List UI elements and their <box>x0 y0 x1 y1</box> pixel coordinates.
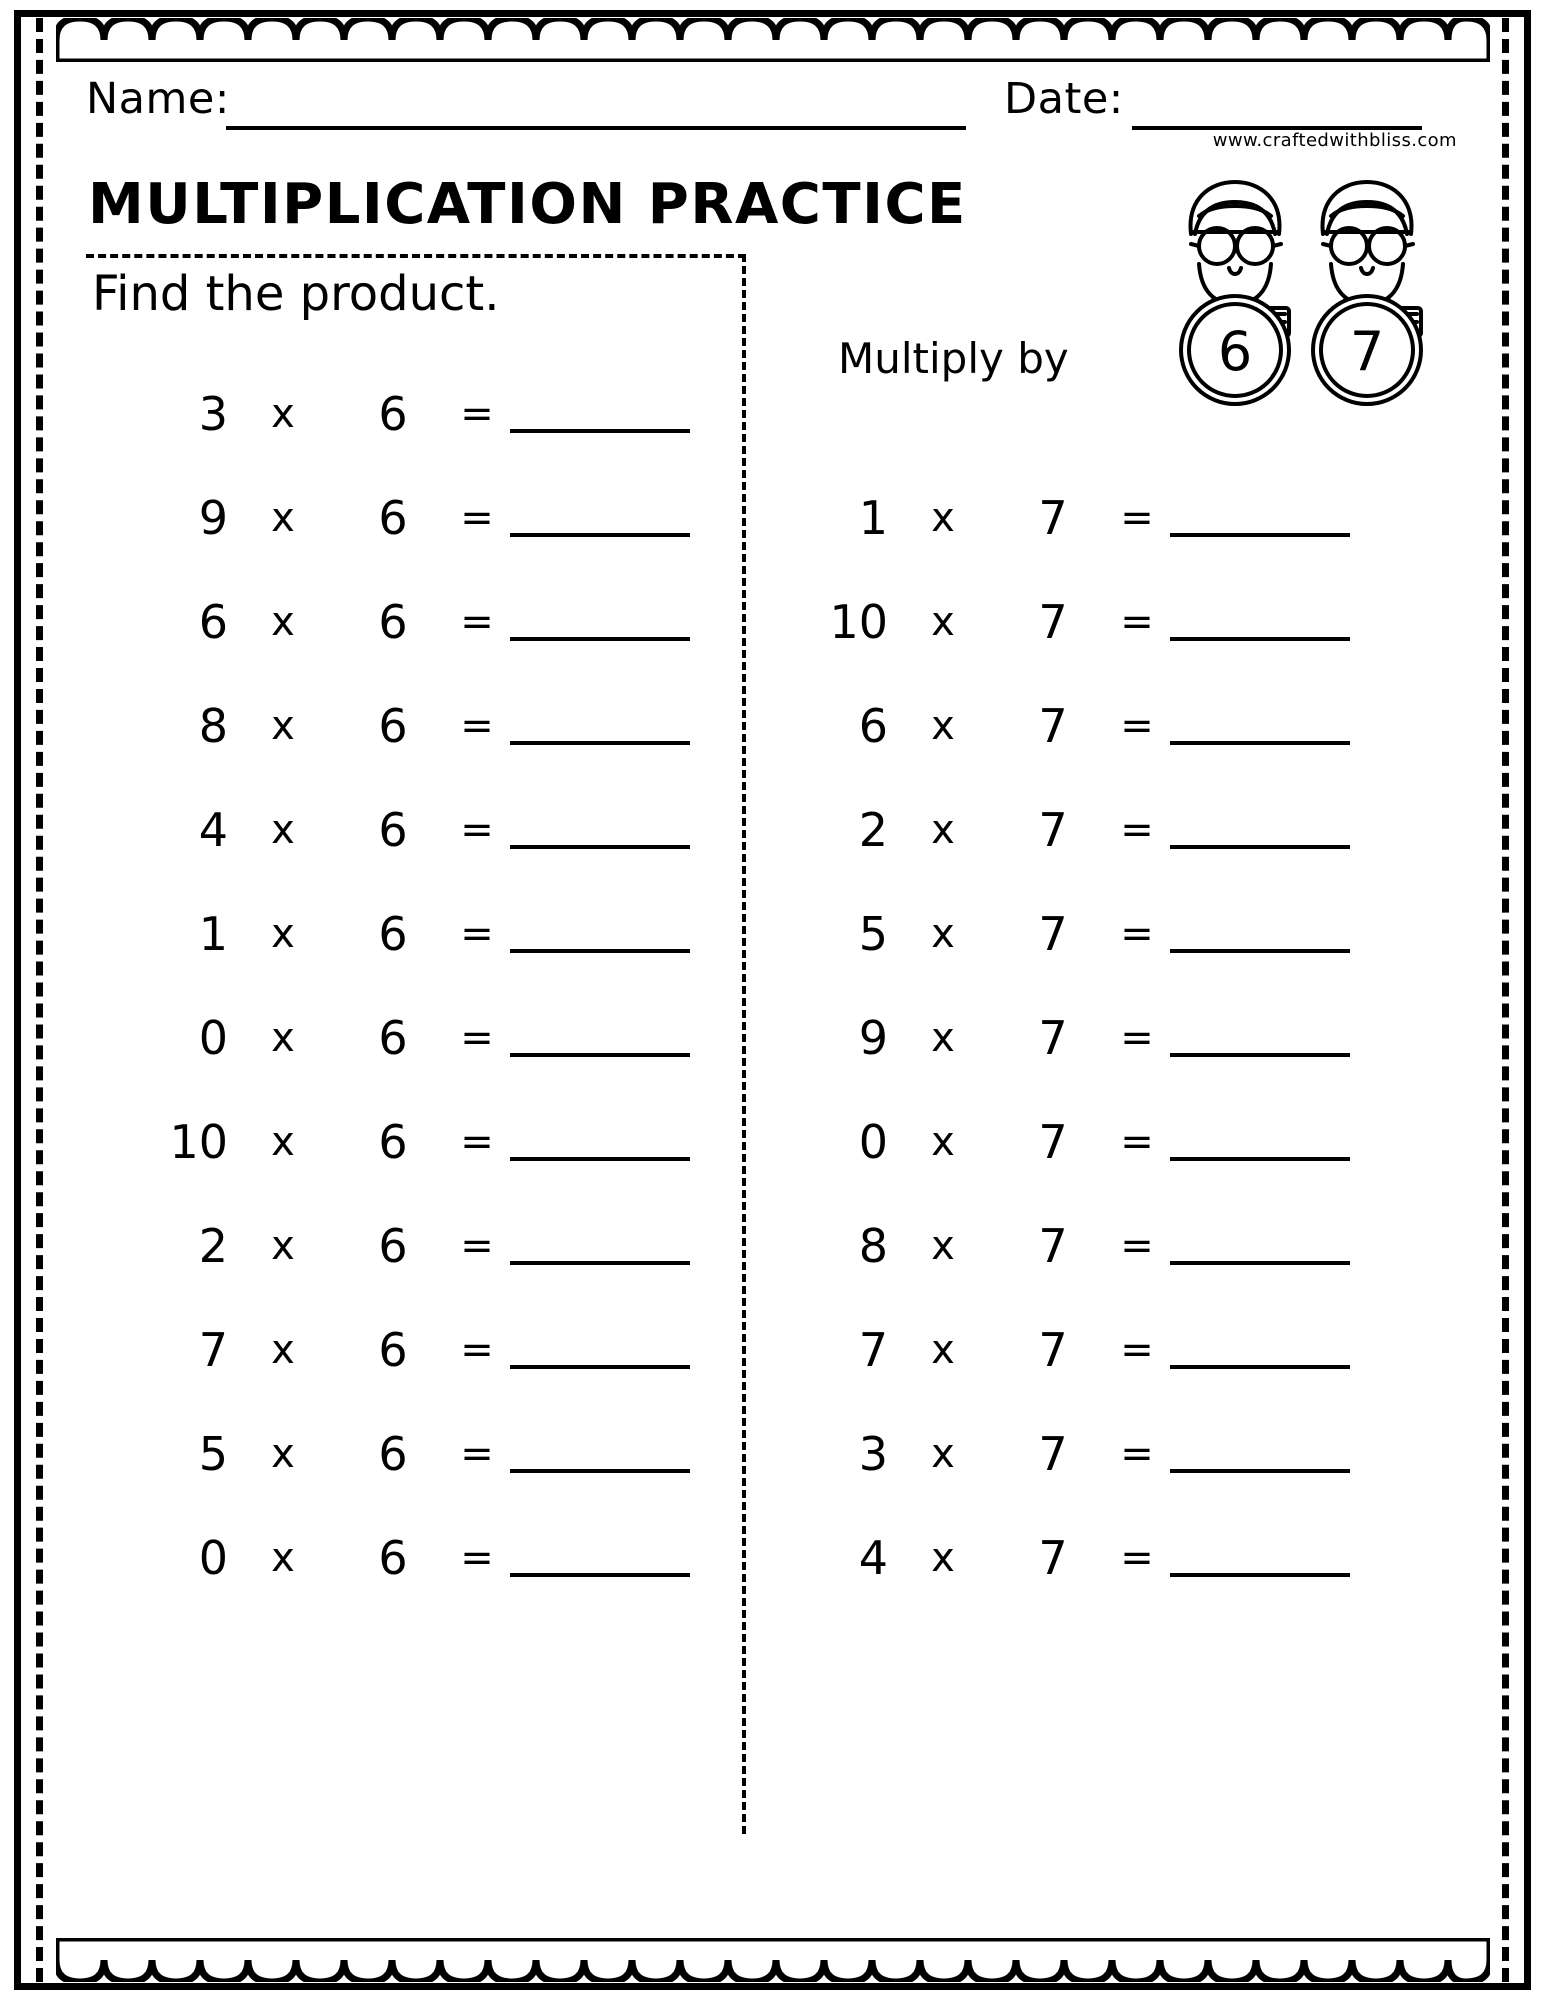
problem-row <box>776 778 1396 882</box>
problem-row <box>116 986 736 1090</box>
equals-symbol: = <box>460 1431 494 1477</box>
instruction-text: Find the product. <box>92 266 500 322</box>
equals-symbol: = <box>1120 1535 1154 1581</box>
answer-blank[interactable] <box>510 1435 690 1473</box>
factor-b: 6 <box>378 1323 408 1377</box>
decorative-dashed-line-left <box>36 18 43 1982</box>
factor-b: 6 <box>378 595 408 649</box>
answer-blank[interactable] <box>510 1539 690 1577</box>
times-symbol: x <box>271 1535 295 1581</box>
problem-row <box>776 1194 1396 1298</box>
page-title: MULTIPLICATION PRACTICE <box>88 172 967 237</box>
factor-b: 7 <box>1038 1531 1068 1585</box>
problem-row <box>116 1090 736 1194</box>
factor-a: 9 <box>198 491 228 545</box>
times-symbol: x <box>271 1119 295 1165</box>
problem-row <box>116 778 736 882</box>
scallop-border-top <box>56 18 1490 62</box>
equals-symbol: = <box>1120 1223 1154 1269</box>
times-symbol: x <box>271 495 295 541</box>
factor-a: 7 <box>198 1323 228 1377</box>
equals-symbol: = <box>1120 495 1154 541</box>
equals-symbol: = <box>460 911 494 957</box>
equals-symbol: = <box>460 1327 494 1373</box>
factor-a: 1 <box>858 491 888 545</box>
answer-blank[interactable] <box>510 1227 690 1265</box>
answer-blank[interactable] <box>1170 1019 1350 1057</box>
factor-b: 7 <box>1038 595 1068 649</box>
scallop-border-bottom <box>56 1938 1490 1982</box>
factor-b: 7 <box>1038 907 1068 961</box>
times-symbol: x <box>931 1015 955 1061</box>
times-symbol: x <box>271 599 295 645</box>
factor-b: 7 <box>1038 1011 1068 1065</box>
factor-b: 6 <box>378 907 408 961</box>
decorative-dashed-line-right <box>1502 18 1509 1982</box>
factor-b: 7 <box>1038 803 1068 857</box>
equals-symbol: = <box>1120 1015 1154 1061</box>
answer-blank[interactable] <box>1170 1539 1350 1577</box>
equals-symbol: = <box>460 1015 494 1061</box>
times-symbol: x <box>931 911 955 957</box>
times-symbol: x <box>271 703 295 749</box>
factor-a: 0 <box>198 1531 228 1585</box>
factor-a: 3 <box>858 1427 888 1481</box>
equals-symbol: = <box>1120 1327 1154 1373</box>
problem-row <box>116 1298 736 1402</box>
answer-blank[interactable] <box>510 811 690 849</box>
factor-b: 6 <box>378 1531 408 1585</box>
factor-a: 10 <box>169 1115 228 1169</box>
problem-row <box>116 674 736 778</box>
problem-row <box>776 1506 1396 1610</box>
equals-symbol: = <box>1120 911 1154 957</box>
problem-row <box>776 570 1396 674</box>
name-label: Name: <box>86 74 230 124</box>
answer-blank[interactable] <box>510 1123 690 1161</box>
factor-b: 6 <box>378 1115 408 1169</box>
times-symbol: x <box>271 911 295 957</box>
mascot-number-7: 7 <box>1349 320 1385 383</box>
times-symbol: x <box>931 703 955 749</box>
times-symbol: x <box>931 1223 955 1269</box>
factor-b: 6 <box>378 1011 408 1065</box>
problem-row <box>776 1402 1396 1506</box>
problem-row <box>776 1298 1396 1402</box>
problem-row <box>116 570 736 674</box>
answer-blank[interactable] <box>1170 1331 1350 1369</box>
equals-symbol: = <box>1120 1119 1154 1165</box>
factor-b: 6 <box>378 1219 408 1273</box>
factor-a: 10 <box>829 595 888 649</box>
times-symbol: x <box>931 1535 955 1581</box>
problem-row <box>776 1090 1396 1194</box>
factor-a: 8 <box>198 699 228 753</box>
equals-symbol: = <box>460 1535 494 1581</box>
factor-a: 2 <box>198 1219 228 1273</box>
problem-column-right <box>776 466 1396 1610</box>
times-symbol: x <box>271 391 295 437</box>
factor-a: 6 <box>858 699 888 753</box>
answer-blank[interactable] <box>1170 499 1350 537</box>
answer-blank[interactable] <box>1170 1123 1350 1161</box>
factor-a: 9 <box>858 1011 888 1065</box>
name-date-row <box>86 74 1459 134</box>
factor-b: 6 <box>378 387 408 441</box>
factor-b: 6 <box>378 699 408 753</box>
factor-b: 6 <box>378 1427 408 1481</box>
factor-b: 7 <box>1038 699 1068 753</box>
factor-b: 7 <box>1038 491 1068 545</box>
factor-b: 7 <box>1038 1219 1068 1273</box>
factor-a: 6 <box>198 595 228 649</box>
problem-row <box>116 466 736 570</box>
times-symbol: x <box>931 1119 955 1165</box>
answer-blank[interactable] <box>510 1331 690 1369</box>
factor-a: 7 <box>858 1323 888 1377</box>
equals-symbol: = <box>460 1119 494 1165</box>
equals-symbol: = <box>460 391 494 437</box>
answer-blank[interactable] <box>510 915 690 953</box>
equals-symbol: = <box>1120 703 1154 749</box>
mascot-illustration <box>1159 172 1459 432</box>
times-symbol: x <box>271 1015 295 1061</box>
answer-blank[interactable] <box>510 499 690 537</box>
factor-a: 5 <box>198 1427 228 1481</box>
answer-blank[interactable] <box>510 395 690 433</box>
factor-a: 5 <box>858 907 888 961</box>
factor-a: 0 <box>858 1115 888 1169</box>
problem-row <box>116 882 736 986</box>
times-symbol: x <box>931 807 955 853</box>
equals-symbol: = <box>1120 1431 1154 1477</box>
factor-a: 8 <box>858 1219 888 1273</box>
factor-a: 3 <box>198 387 228 441</box>
answer-blank[interactable] <box>1170 603 1350 641</box>
answer-blank[interactable] <box>1170 1435 1350 1473</box>
factor-b: 7 <box>1038 1427 1068 1481</box>
times-symbol: x <box>931 495 955 541</box>
equals-symbol: = <box>460 1223 494 1269</box>
times-symbol: x <box>271 1327 295 1373</box>
factor-a: 4 <box>858 1531 888 1585</box>
factor-b: 7 <box>1038 1323 1068 1377</box>
equals-symbol: = <box>460 599 494 645</box>
answer-blank[interactable] <box>1170 707 1350 745</box>
mascot-number-6: 6 <box>1217 320 1253 383</box>
factor-b: 7 <box>1038 1115 1068 1169</box>
answer-blank[interactable] <box>1170 811 1350 849</box>
problem-row <box>116 1194 736 1298</box>
times-symbol: x <box>271 1431 295 1477</box>
equals-symbol: = <box>460 807 494 853</box>
multiply-by-label: Multiply by <box>838 334 1069 383</box>
date-label: Date: <box>1004 74 1124 124</box>
problem-row <box>116 1402 736 1506</box>
name-input-line[interactable] <box>226 126 966 130</box>
answer-blank[interactable] <box>1170 1227 1350 1265</box>
times-symbol: x <box>271 807 295 853</box>
factor-b: 6 <box>378 803 408 857</box>
problem-row <box>776 882 1396 986</box>
factor-b: 6 <box>378 491 408 545</box>
factor-a: 0 <box>198 1011 228 1065</box>
factor-a: 1 <box>198 907 228 961</box>
equals-symbol: = <box>1120 807 1154 853</box>
equals-symbol: = <box>460 495 494 541</box>
answer-blank[interactable] <box>510 603 690 641</box>
answer-blank[interactable] <box>510 707 690 745</box>
times-symbol: x <box>271 1223 295 1269</box>
worksheet-content <box>86 62 1459 1934</box>
times-symbol: x <box>931 1327 955 1373</box>
times-symbol: x <box>931 599 955 645</box>
problem-row <box>776 466 1396 570</box>
equals-symbol: = <box>460 703 494 749</box>
problem-row <box>776 986 1396 1090</box>
answer-blank[interactable] <box>510 1019 690 1057</box>
equals-symbol: = <box>1120 599 1154 645</box>
problem-row <box>116 362 736 466</box>
problem-row <box>776 674 1396 778</box>
website-credit: www.craftedwithbliss.com <box>1212 130 1457 151</box>
factor-a: 2 <box>858 803 888 857</box>
times-symbol: x <box>931 1431 955 1477</box>
factor-a: 4 <box>198 803 228 857</box>
problem-row <box>116 1506 736 1610</box>
problem-column-left <box>116 362 736 1610</box>
answer-blank[interactable] <box>1170 915 1350 953</box>
